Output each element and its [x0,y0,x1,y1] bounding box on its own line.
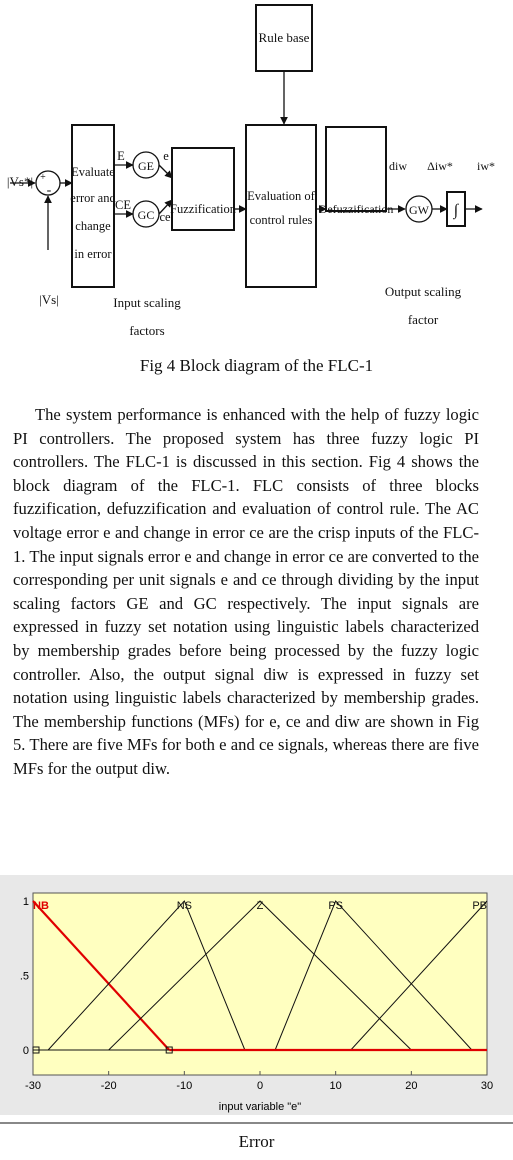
output-scaling-2: factor [407,312,439,327]
evaluate-line-2: error and [70,191,116,205]
input-scaling-1: Input scaling [113,295,181,310]
signal-E: E [117,149,125,163]
signal-iw: iw* [477,159,495,173]
evaluate-line-3: change [75,219,111,233]
membership-function-plot [0,875,513,1130]
y-tick-label: 0 [22,1045,29,1057]
signal-e: e [163,149,169,163]
gain-gw-label: GW [409,203,429,217]
flc-block-diagram [0,0,513,345]
sum-plus: + [40,172,46,183]
vs-ref-label: |Vs*| [6,174,34,189]
evaluation-block [246,125,316,287]
x-tick-label: 0 [256,1080,264,1092]
input-scaling-2: factors [129,323,165,338]
plot-area [33,893,487,1075]
mf-label-ps: PS [328,900,344,912]
y-tick-label: 1 [22,896,29,908]
fuzzification-label: Fuzzification [170,202,236,216]
evaluate-line-1: Evaluate [71,165,115,179]
signal-diw: diw [389,159,407,173]
sum-minus: - [46,183,52,198]
signal-delta-iw: Δiw* [427,159,453,173]
x-tick-label: -30 [25,1080,41,1092]
evaluation-line-1: Evaluation of [247,189,315,203]
x-axis-label: input variable "e" [218,1101,302,1113]
x-tick-label: 30 [480,1080,494,1092]
body-paragraph: The system performance is enhanced with the help of fuzzy logic PI controllers. The proposed system has three fuzzy logic PI controllers. The FLC-1 is discussed in this section. Fig 4 shows the block diagram of the FLC-1. FLC consists of three blocks fuzzification, defuzzification and evaluation of control rule. The AC voltage error e and change in error ce are the crisp inputs of the FLC-1. The input signals error e and change in error ce are converted to the corresponding per unit signals e and ce through dividing by the input scaling factors GE and GC respectively. The input signals are expressed in fuzzy set notation using linguistic labels characterized by membership grades before being processed by the fuzzy logic controller. Also, the output signal diw is expressed in fuzzy set notation using linguistic labels characterized by membership grades. The membership functions (MFs) for e, ce and diw are shown in Fig 5. There are five MFs for both e and ce signals, whereas there are five MFs for the output diw. [13,405,479,778]
rule-base-label: Rule base [258,30,310,45]
signal-ce: ce [159,210,171,224]
mf-label-z: Z [256,900,264,912]
mf-label-ns: NS [176,900,192,912]
x-tick-label: 20 [405,1080,418,1092]
evaluate-error-block [72,125,114,287]
evaluate-line-4: in error [74,247,112,261]
gain-ge-label: GE [138,159,154,173]
signal-CE: CE [115,198,131,212]
mf-label-nb: NB [33,900,49,912]
gain-gc-label: GC [137,208,155,222]
fig5-caption: Error [238,1132,275,1151]
defuzzification-label: Defuzzification [318,202,394,216]
y-tick-label: .5 [19,970,29,983]
fuzzification-block [172,148,234,230]
evaluation-line-2: control rules [249,213,313,227]
fig4-caption: Fig 4 Block diagram of the FLC-1 [139,356,374,375]
x-tick-label: 10 [329,1080,342,1092]
vs-meas-label: |Vs| [39,292,59,307]
output-scaling-1: Output scaling [384,284,462,299]
integrator-symbol: ∫ [453,202,459,219]
x-tick-label: -20 [100,1080,117,1092]
x-tick-label: -10 [176,1080,193,1092]
mf-label-pb: PB [472,900,487,912]
defuzzification-block [326,127,386,211]
